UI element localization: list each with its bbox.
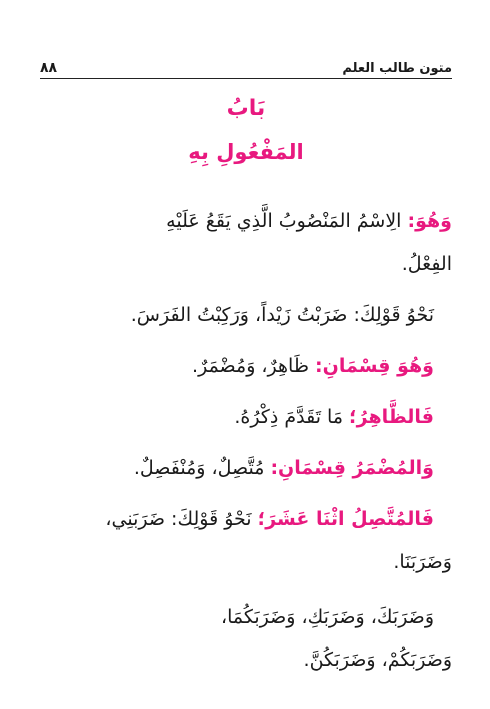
highlighted-term: فَالمُتَّصِلُ اثْنَا عَشَرَ؛ — [257, 508, 434, 530]
text-line — [40, 596, 452, 639]
highlighted-term: وَهُوَ قِسْمَانِ: — [315, 355, 434, 377]
text-line — [40, 639, 452, 682]
text-line — [40, 447, 452, 490]
line-text: نَحْوُ قَوْلِكَ: ضَرَبْتُ زَيْداً، وَرَكِبْتُ الفَرَسَ. — [130, 304, 434, 326]
highlighted-term: فَالظَّاهِرُ؛ — [349, 406, 434, 428]
paragraph — [40, 498, 452, 584]
text-line — [40, 200, 452, 243]
text-line — [40, 243, 452, 286]
text-line — [40, 396, 452, 439]
line-text: وَضَرَبَكُمْ، وَضَرَبَكُنَّ. — [303, 649, 452, 671]
line-text: مَا تَقَدَّمَ ذِكْرُهُ. — [234, 406, 350, 428]
line-text: الفِعْلُ. — [401, 253, 452, 275]
text-line — [40, 541, 452, 584]
page-number: ٨٨ — [40, 60, 58, 76]
line-text: مُتَّصِلٌ، وَمُنْفَصِلٌ. — [133, 457, 271, 479]
paragraph — [40, 345, 452, 388]
line-text: وَضَرَبَنَا. — [393, 551, 452, 573]
header-rule — [40, 78, 452, 79]
line-text: الِاسْمُ المَنْصُوبُ الَّذِي يَقَعُ عَلَيْهِ — [166, 210, 408, 232]
chapter-heading: بَابُ — [226, 96, 266, 121]
highlighted-term: وَهُوَ: — [407, 210, 452, 232]
line-text: وَضَرَبَكَ، وَضَرَبَكِ، وَضَرَبَكُمَا، — [220, 606, 434, 628]
running-title: متون طالب العلم — [342, 61, 452, 76]
paragraph — [40, 200, 452, 286]
paragraph — [40, 596, 452, 682]
page-header — [40, 50, 452, 76]
text-line — [40, 294, 452, 337]
page-body — [40, 192, 452, 682]
highlighted-term: وَالمُضْمَرُ قِسْمَانِ: — [270, 457, 434, 479]
paragraph — [40, 447, 452, 490]
paragraph — [40, 294, 452, 337]
paragraph — [40, 396, 452, 439]
text-line — [40, 345, 452, 388]
chapter-subheading: المَفْعُولِ بِهِ — [188, 140, 304, 164]
line-text: ظَاهِرٌ، وَمُضْمَرٌ. — [192, 355, 316, 377]
text-line — [40, 498, 452, 541]
line-text: نَحْوُ قَوْلِكَ: ضَرَبَنِي، — [105, 508, 258, 530]
